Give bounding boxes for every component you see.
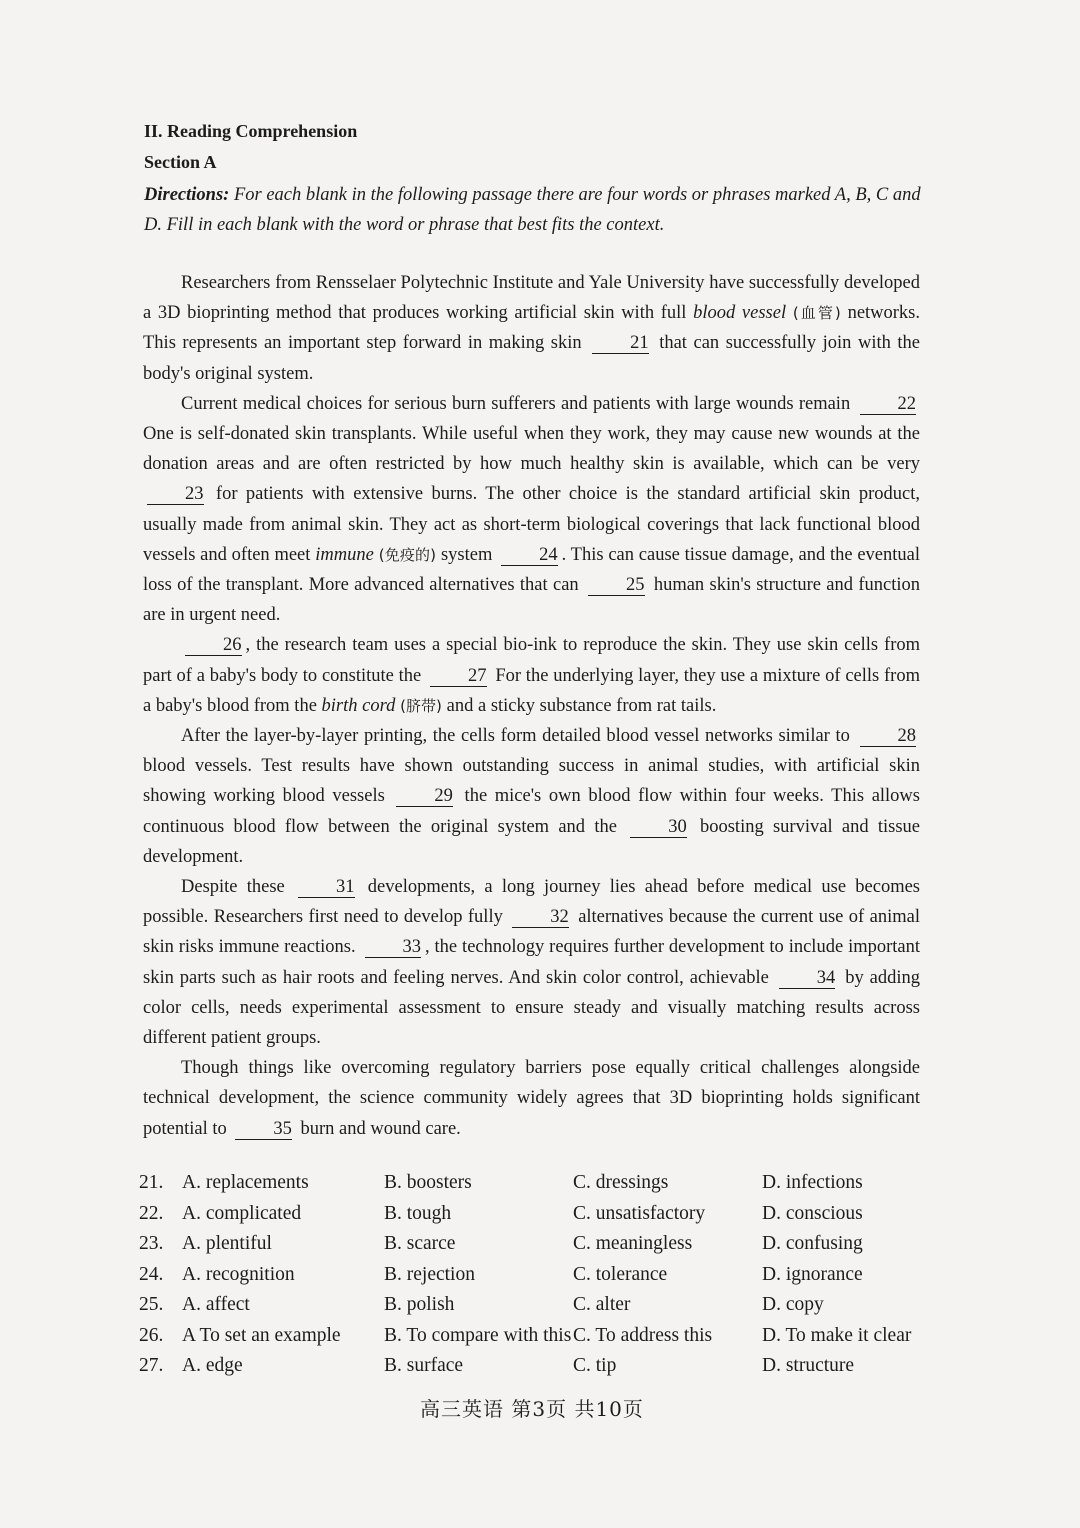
blank-31[interactable]: 31 <box>298 877 355 898</box>
term: blood vessel <box>693 303 787 324</box>
blank-30[interactable]: 30 <box>630 817 687 838</box>
gloss: (脐带) <box>395 696 447 715</box>
option-b[interactable]: B. To compare with this <box>384 1324 572 1346</box>
option-b[interactable]: B. tough <box>384 1202 452 1224</box>
option-b[interactable]: B. scarce <box>384 1233 456 1254</box>
option-c[interactable]: C. unsatisfactory <box>573 1202 706 1224</box>
reading-passage <box>143 268 920 1144</box>
text: Despite these <box>181 877 295 898</box>
option-d[interactable]: D. ignorance <box>762 1263 863 1285</box>
text: After the layer-by-layer printing, the cells form detailed blood vessel networks similar to <box>181 726 856 747</box>
blank-26[interactable]: 26 <box>185 635 242 656</box>
question-number: 24. <box>139 1263 164 1285</box>
question-number: 27. <box>139 1355 164 1376</box>
text: blood vessels. Test results have shown outstanding success in animal studies, with artificial skin showing working blood vessels <box>143 756 920 807</box>
blank-33[interactable]: 33 <box>365 937 422 958</box>
answer-options <box>139 1172 939 1386</box>
text: developments, a long journey lies ahead before medical use becomes possible. Researchers first need to develop fully <box>143 877 921 928</box>
blank-28[interactable]: 28 <box>860 726 917 747</box>
blank-25[interactable]: 25 <box>588 575 645 596</box>
option-d[interactable]: D. confusing <box>762 1233 863 1254</box>
section-subtitle: Section A <box>144 152 217 172</box>
page-footer: 高三英语 第3页 共10页 <box>420 1397 644 1421</box>
option-d[interactable]: D. structure <box>762 1355 855 1376</box>
paragraph-1 <box>143 268 920 389</box>
option-d[interactable]: D. conscious <box>762 1202 863 1224</box>
blank-23[interactable]: 23 <box>147 484 204 505</box>
term: birth cord <box>321 695 396 716</box>
option-b[interactable]: B. polish <box>384 1294 455 1315</box>
text: . This can cause tissue damage, and the eventual loss of the transplant. More advanced alternatives that can <box>143 544 921 596</box>
option-a[interactable]: A. recognition <box>182 1263 295 1285</box>
option-a[interactable]: A To set an example <box>182 1324 341 1346</box>
option-c[interactable]: C. dressings <box>573 1172 669 1193</box>
text: For the underlying layer, they use a mixture of cells from a baby's blood from the <box>143 665 920 716</box>
option-c[interactable]: C. tip <box>573 1355 617 1376</box>
question-row-24 <box>139 1264 939 1295</box>
question-row-27 <box>139 1355 939 1386</box>
question-number: 26. <box>139 1324 164 1346</box>
paragraph-3 <box>143 630 920 721</box>
gloss: (血管) <box>786 304 848 323</box>
option-a[interactable]: A. plentiful <box>182 1233 272 1254</box>
option-a[interactable]: A. affect <box>182 1294 250 1315</box>
text: the mice's own blood flow within four weeks. This allows continuous blood flow between the original system and the <box>143 786 920 837</box>
option-a[interactable]: A. edge <box>182 1355 243 1376</box>
option-c[interactable]: C. meaningless <box>573 1233 693 1254</box>
option-b[interactable]: B. boosters <box>384 1172 472 1193</box>
blank-24[interactable]: 24 <box>501 545 558 566</box>
paragraph-5 <box>143 872 920 1053</box>
question-row-25 <box>139 1294 939 1325</box>
question-number: 25. <box>139 1294 164 1315</box>
text: human skin's structure and function are in urgent need. <box>143 575 920 626</box>
question-row-26 <box>139 1325 939 1356</box>
question-number: 22. <box>139 1202 164 1224</box>
paragraph-4 <box>143 721 920 872</box>
text: Current medical choices for serious burn sufferers and patients with large wounds remain <box>181 393 856 414</box>
option-a[interactable]: A. complicated <box>182 1202 302 1224</box>
blank-32[interactable]: 32 <box>512 907 569 928</box>
option-c[interactable]: C. alter <box>573 1294 631 1315</box>
text: for patients with extensive burns. The other choice is the standard artificial skin product, usually made from animal skin. They act as short-term biological coverings that lack functional blood vessels and often meet <box>143 484 920 565</box>
option-c[interactable]: C. To address this <box>573 1324 713 1346</box>
blank-34[interactable]: 34 <box>779 968 836 989</box>
text: boosting survival and tissue development. <box>143 816 920 867</box>
text: Researchers from Rensselaer Polytechnic Institute and Yale University have successfully developed a 3D bioprinting method that produces working artificial skin with full <box>143 273 920 324</box>
option-b[interactable]: B. surface <box>384 1355 464 1376</box>
text: alternatives because the current use of animal skin risks immune reactions. <box>143 907 920 958</box>
option-a[interactable]: A. replacements <box>182 1172 309 1193</box>
question-number: 21. <box>139 1172 164 1193</box>
question-row-22 <box>139 1203 939 1234</box>
blank-21[interactable]: 21 <box>592 333 649 354</box>
text: system <box>440 544 498 565</box>
directions-text: For each blank in the following passage there are four words or phrases marked A, B, C and D. Fill in each blank with the word or phrase that best fits the context. <box>144 185 921 235</box>
text: , the research team uses a special bio-ink to reproduce the skin. They use skin cells from part of a baby's body to constitute the <box>143 635 920 686</box>
section-title: II. Reading Comprehension <box>144 121 358 141</box>
option-d[interactable]: D. copy <box>762 1294 824 1315</box>
directions-label: Directions: <box>144 185 230 205</box>
gloss: (免疫的) <box>373 545 441 564</box>
term: immune <box>315 544 374 565</box>
paragraph-2 <box>143 389 920 631</box>
question-row-21 <box>139 1172 939 1203</box>
text: that can successfully join with the body's original system. <box>143 333 920 384</box>
option-b[interactable]: B. rejection <box>384 1263 475 1285</box>
question-number: 23. <box>139 1233 164 1254</box>
text: and a sticky substance from rat tails. <box>446 695 717 716</box>
directions <box>144 180 924 240</box>
text: by adding color cells, needs experimental assessment to ensure steady and visually matching results across different patient groups. <box>143 967 920 1049</box>
text: burn and wound care. <box>295 1118 461 1139</box>
blank-29[interactable]: 29 <box>396 786 453 807</box>
blank-22[interactable]: 22 <box>860 394 917 415</box>
text: networks. This represents an important step forward in making skin <box>143 303 921 354</box>
text: , the technology requires further development to include important skin parts such as hair roots and feeling nerves. And skin color control, achievable <box>143 937 921 988</box>
question-row-23 <box>139 1233 939 1264</box>
option-c[interactable]: C. tolerance <box>573 1263 668 1285</box>
option-d[interactable]: D. To make it clear <box>762 1324 912 1346</box>
blank-27[interactable]: 27 <box>430 666 487 687</box>
paragraph-6 <box>143 1053 920 1144</box>
blank-35[interactable]: 35 <box>235 1119 292 1140</box>
option-d[interactable]: D. infections <box>762 1172 863 1193</box>
text: One is self-donated skin transplants. While useful when they work, they may cause new wounds at the donation areas and are often restricted by how much healthy skin is available, which can be very <box>143 424 920 475</box>
text: Though things like overcoming regulatory barriers pose equally critical challenges alongside technical development, the science community widely agrees that 3D bioprinting holds significant potential to <box>143 1058 920 1139</box>
